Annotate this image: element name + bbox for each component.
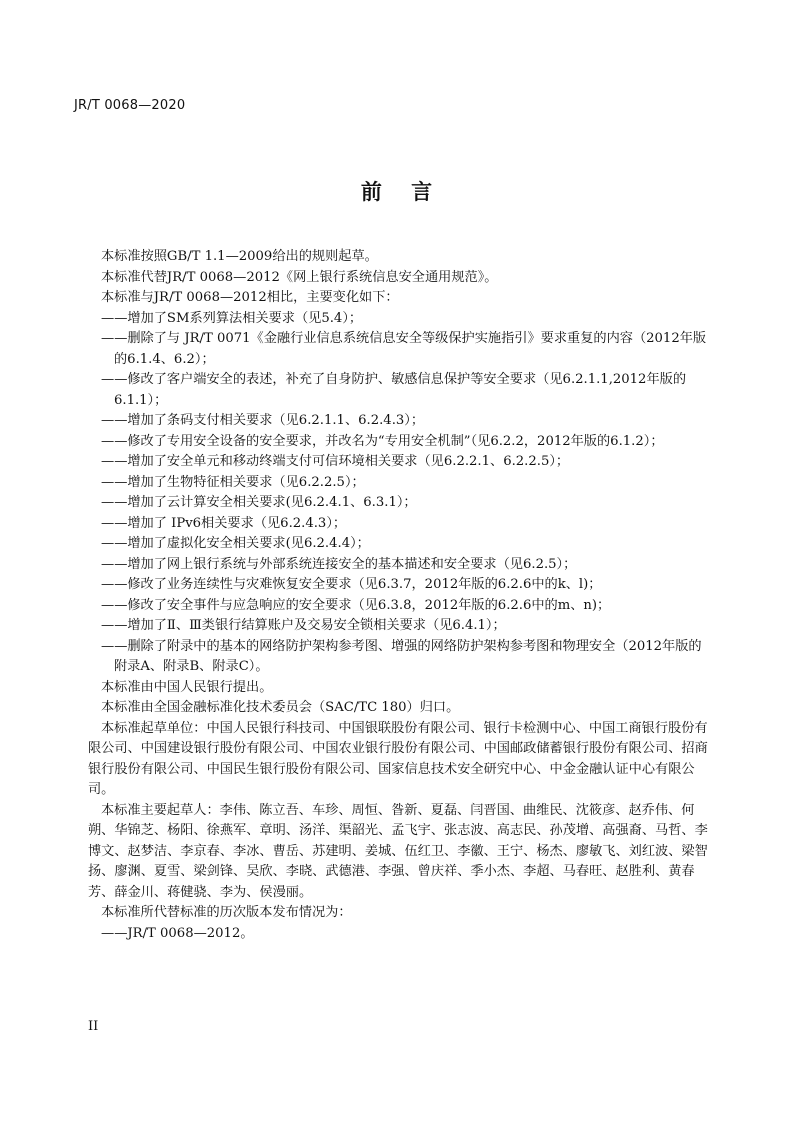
list-item: ——增加了云计算安全相关要求(见6.2.4.1、6.3.1）； <box>101 495 417 510</box>
list-item: ——增加了Ⅱ、Ⅲ类银行结算账户及交易安全锁相关要求（见6.4.1）； <box>101 618 506 633</box>
paragraph-drafting-units: 本标准起草单位：中国人民银行科技司、中国银联股份有限公司、银行卡检测中心、中国工商银行股份有限公司、中国建设银行股份有限公司、中国农业银行股份有限公司、中国邮政储蓄银行股份有限公司、招商银行股份有限公司、中国民生银行股份有限公司、国家信息技术安全研究中心、中金金融认证中心有限公司。 <box>88 720 708 797</box>
history-list <box>88 924 714 945</box>
list-item: ——增加了生物特征相关要求（见6.2.2.5）； <box>101 474 365 490</box>
list-item: ——增加了条码支付相关要求（见6.2.1.1、6.2.4.3）； <box>101 413 425 428</box>
list-item: ——修改了业务连续性与灾难恢复安全要求（见6.3.7，2012年版的6.2.6中的k、l)； <box>101 577 602 592</box>
page-title: 前 言 <box>360 180 433 204</box>
paragraph-replaces: 本标准代替JR/T 0068—2012《网上银行系统信息安全通用规范》。 <box>101 269 498 285</box>
changes-list <box>88 309 714 678</box>
list-item: ——修改了客户端安全的表述，补充了自身防护、敏感信息保护等安全要求（见6.2.1.1,2012年版的6.1.1）； <box>101 372 687 408</box>
list-item: ——删除了与 JR/T 0071《金融行业信息系统信息安全等级保护实施指引》要求重复的内容（2012年版的6.1.4、6.2）； <box>101 331 707 367</box>
paragraph-drafters: 本标准主要起草人：李伟、陈立吾、车珍、周恒、昝新、夏磊、闫晋国、曲维民、沈筱彦、赵乔伟、何朔、华锦芝、杨阳、徐燕军、章明、汤洋、渠韶光、孟飞宇、张志波、高志民、孙茂增、高强裔、马哲、李博文、赵梦洁、李京春、李冰、曹岳、苏建明、姜城、伍红卫、李徽、王宁、杨杰、廖敏飞、刘红波、梁智扬、廖渊、夏雪、梁剑锋、吴欣、李晓、武德港、李强、曾庆祥、季小杰、李超、马春旺、赵胜利、黄春芳、薛金川、蒋健骁、李为、侯漫丽。 <box>88 802 708 900</box>
list-item: ——增加了SM系列算法相关要求（见5.4）； <box>101 310 363 326</box>
paragraph-proposer: 本标准由中国人民银行提出。 <box>101 679 273 695</box>
document-body <box>88 247 714 944</box>
list-item: ——JR/T 0068—2012。 <box>101 925 254 941</box>
page-number: II <box>88 1019 99 1034</box>
list-item: ——增加了 IPv6相关要求（见6.2.4.3）； <box>101 515 347 531</box>
list-item: ——删除了附录中的基本的网络防护架构参考图、增强的网络防护架构参考图和物理安全（2012年版的附录A、附录B、附录C）。 <box>101 638 702 674</box>
list-item: ——修改了专用安全设备的安全要求，并改名为“专用安全机制”（见6.2.2，2012年版的6.1.2）； <box>101 433 664 449</box>
paragraph-drafting-rules: 本标准按照GB/T 1.1—2009给出的规则起草。 <box>101 249 378 264</box>
list-item: ——增加了网上银行系统与外部系统连接安全的基本描述和安全要求（见6.2.5）； <box>101 556 577 572</box>
list-item: ——增加了虚拟化安全相关要求(见6.2.4.4）； <box>101 536 370 551</box>
paragraph-changes-intro: 本标准与JR/T 0068—2012相比，主要变化如下： <box>101 290 399 305</box>
paragraph-committee: 本标准由全国金融标准化技术委员会（SAC/TC 180）归口。 <box>101 700 460 715</box>
list-item: ——增加了安全单元和移动终端支付可信环境相关要求（见6.2.2.1、6.2.2.5）； <box>101 454 570 469</box>
paragraph-history-intro: 本标准所代替标准的历次版本发布情况为： <box>101 905 352 920</box>
document-code: JR/T 0068—2020 <box>74 98 186 113</box>
list-item: ——修改了安全事件与应急响应的安全要求（见6.3.8，2012年版的6.2.6中的m、n)； <box>101 597 611 613</box>
